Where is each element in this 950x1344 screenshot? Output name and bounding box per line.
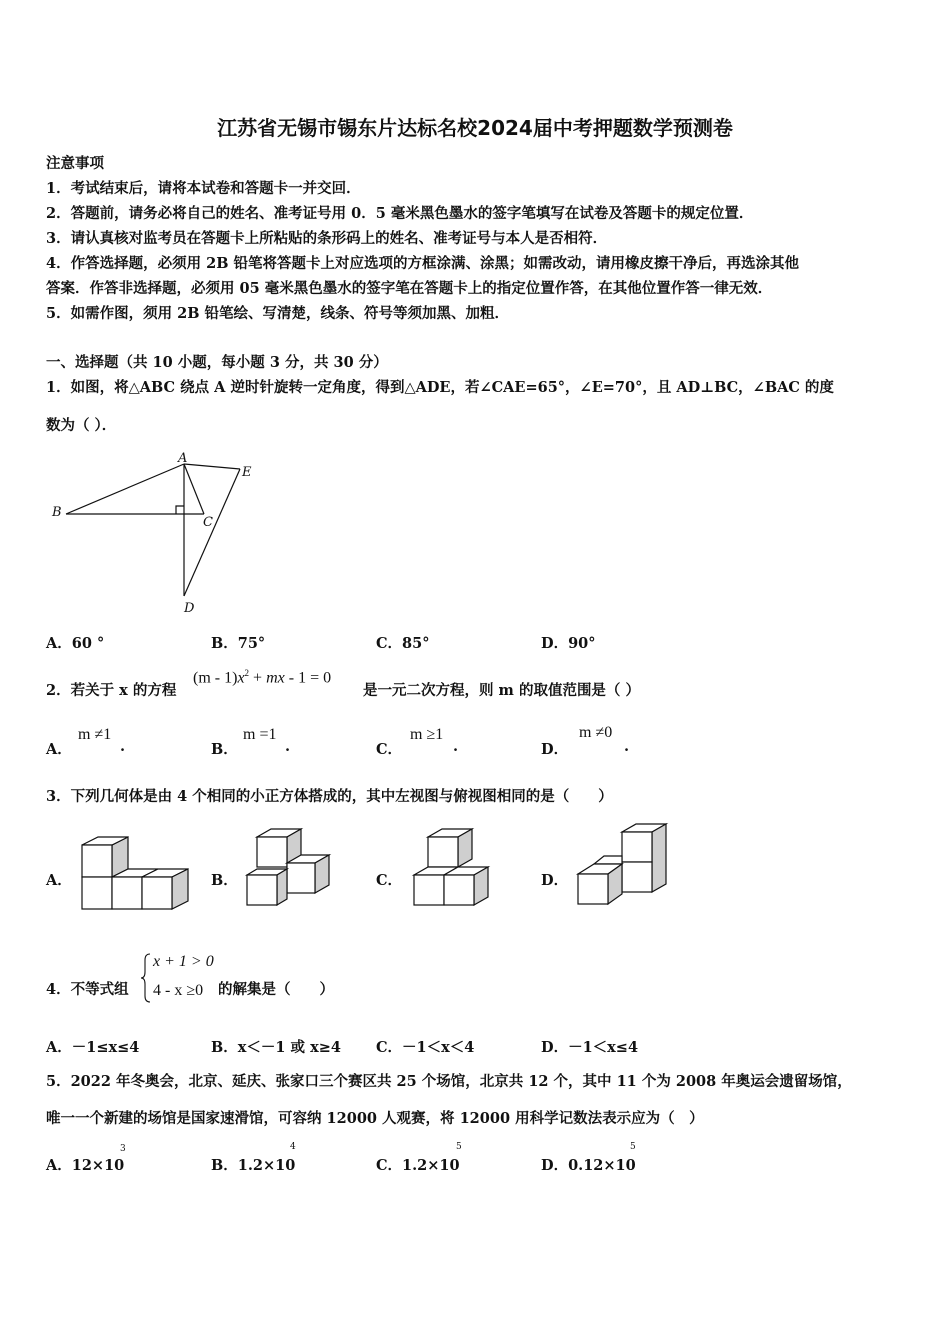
q2-option-a-dot: . [120, 738, 126, 755]
q2-option-b-math: m =1 [243, 726, 277, 743]
q3-text: 3．下列几何体是由 4 个相同的小正方体搭成的，其中左视图与俯视图相同的是（ ） [46, 788, 613, 805]
q1-option-b: B．75° [211, 635, 266, 652]
q5-option-c: C．1.2×10 [376, 1157, 460, 1174]
q2-option-b-dot: . [285, 738, 291, 755]
notice-item: 5．如需作图，须用 2B 铅笔绘、写清楚，线条、符号等须加黑、加粗． [46, 305, 510, 322]
q4-option-a: A．－1≤x≤4 [46, 1039, 140, 1056]
section-heading: 一、选择题（共 10 小题，每小题 3 分，共 30 分） [46, 354, 388, 371]
notice-item: 答案．作答非选择题，必须用 05 毫米黑色墨水的签字笔在答题卡上的指定位置作答，在其他位置作答一律无效． [46, 280, 773, 297]
q3-option-c-cubes [410, 825, 500, 910]
q4-option-b: B．x＜－1 或 x≥4 [211, 1039, 341, 1056]
q4-inequality-1: x + 1 > 0 [153, 953, 214, 970]
label-d: D [184, 601, 195, 616]
notice-heading: 注意事项 [46, 155, 104, 172]
q2-option-d-math: m ≠0 [579, 724, 613, 741]
notice-item: 3．请认真核对监考员在答题卡上所粘贴的条形码上的姓名、准考证号与本人是否相符． [46, 230, 608, 247]
q5-option-d-exponent: 5 [630, 1142, 636, 1152]
q3-option-a-cubes [78, 835, 198, 915]
q1-text: 1．如图，将△ABC 绕点 A 逆时针旋转一定角度，得到△ADE，若∠CAE=65°，∠E=70°，且 AD⊥BC，∠BAC 的度 [46, 379, 834, 396]
q2-option-a-letter: A． [46, 741, 72, 758]
q1-option-c: C．85° [376, 635, 430, 652]
q2-equation: $(m - 1)x^2$ + mx - 1 = 0 [193, 668, 332, 687]
q2-option-c-dot: . [453, 738, 459, 755]
q5-option-a-exponent: 3 [120, 1144, 126, 1154]
q5-option-a: A．12×10 [46, 1157, 125, 1174]
q4-text: 4．不等式组 [46, 981, 129, 998]
notice-item: 1．考试结束后，请将本试卷和答题卡一并交回． [46, 180, 361, 197]
q2-option-c-letter: C． [376, 741, 403, 758]
label-e: E [242, 465, 252, 480]
q2-option-c-math: m ≥1 [410, 726, 444, 743]
notice-item: 4．作答选择题，必须用 2B 铅笔将答题卡上对应选项的方框涂满、涂黑；如需改动，请用橡皮擦干净后，再选涂其他 [46, 255, 800, 272]
q3-option-b-letter: B． [211, 872, 238, 889]
q3-option-a-letter: A． [46, 872, 72, 889]
q2-option-d-dot: . [624, 738, 630, 755]
q1-option-a: A．60 ° [46, 635, 105, 652]
label-c: C [203, 515, 213, 530]
q5-option-d: D．0.12×10 [541, 1157, 636, 1174]
q1-triangle-figure [46, 446, 266, 616]
page-title: 江苏省无锡市锡东片达标名校2024届中考押题数学预测卷 [217, 116, 733, 140]
q1-option-d: D．90° [541, 635, 596, 652]
label-a: A [178, 451, 188, 466]
q2-option-b-letter: B． [211, 741, 238, 758]
notice-item: 2．答题前，请务必将自己的姓名、准考证号用 0．5 毫米黑色墨水的签字笔填写在试卷及答题卡的规定位置． [46, 205, 754, 222]
q2-option-a-math: m ≠1 [78, 726, 112, 743]
q1-text-cont: 数为（ ）． [46, 417, 117, 434]
q5-option-b-exponent: 4 [290, 1142, 296, 1152]
q3-option-c-letter: C． [376, 872, 403, 889]
q5-text-cont: 唯一一个新建的场馆是国家速滑馆，可容纳 12000 人观赛，将 12000 用科学记数法表示应为（ ） [46, 1110, 704, 1127]
q5-option-c-exponent: 5 [456, 1142, 462, 1152]
label-b: B [52, 505, 62, 520]
q2-option-d-letter: D． [541, 741, 569, 758]
q2-text: 2．若关于 x 的方程 [46, 682, 177, 699]
q5-text: 5．2022 年冬奥会，北京、延庆、张家口三个赛区共 25 个场馆，北京共 12 个，其中 11 个为 2008 年奥运会遗留场馆， [46, 1073, 852, 1090]
q5-option-b: B．1.2×10 [211, 1157, 296, 1174]
q2-text-suffix: 是一元二次方程，则 m 的取值范围是（ ） [363, 682, 640, 699]
q4-option-d: D．－1＜x≤4 [541, 1039, 639, 1056]
q4-text-suffix: 的解集是（ ） [218, 981, 334, 998]
q3-option-d-cubes [574, 820, 674, 910]
q3-option-d-letter: D． [541, 872, 569, 889]
q4-brace-icon [140, 952, 152, 1004]
q3-option-b-cubes [243, 825, 338, 910]
q4-option-c: C．－1＜x＜4 [376, 1039, 475, 1056]
q4-inequality-2: 4 - x ≥0 [153, 982, 204, 999]
